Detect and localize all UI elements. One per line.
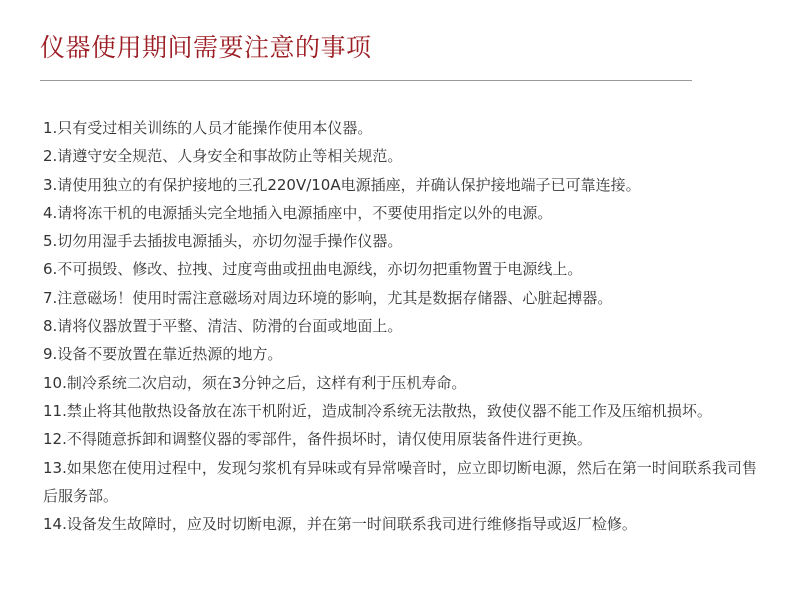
list-item: 8.请将仪器放置于平整、清洁、防滑的台面或地面上。	[43, 317, 403, 336]
title-divider	[40, 80, 692, 81]
list-item: 1.只有受过相关训练的人员才能操作使用本仪器。	[43, 119, 373, 137]
list-item: 3.请使用独立的有保护接地的三孔220V/10A电源插座，并确认保护接地端子已可靠连接。	[43, 175, 641, 194]
list-item: 9.设备不要放置在靠近热源的地方。	[43, 345, 283, 364]
page-title: 仪器使用期间需要注意的事项	[40, 33, 372, 62]
list-item: 4.请将冻干机的电源插头完全地插入电源插座中，不要使用指定以外的电源。	[43, 203, 553, 222]
list-item: 14.设备发生故障时，应及时切断电源，并在第一时间联系我司进行维修指导或返厂检修。	[43, 515, 637, 534]
list-item: 2.请遵守安全规范、人身安全和事故防止等相关规范。	[43, 147, 403, 166]
list-item: 12.不得随意拆卸和调整仪器的零部件，备件损坏时，请仅使用原装备件进行更换。	[43, 430, 592, 449]
list-item: 6.不可损毁、修改、拉拽、过度弯曲或扭曲电源线，亦切勿把重物置于电源线上。	[43, 260, 583, 279]
precautions-list	[43, 114, 758, 538]
list-item: 7.注意磁场！使用时需注意磁场对周边环境的影响，尤其是数据存储器、心脏起搏器。	[43, 288, 613, 307]
list-item: 5.切勿用湿手去插拔电源插头，亦切勿湿手操作仪器。	[43, 232, 403, 251]
list-item: 11.禁止将其他散热设备放在冻干机附近，造成制冷系统无法散热，致使仪器不能工作及压缩机损坏。	[43, 401, 712, 420]
list-item: 13.如果您在使用过程中，发现匀浆机有异味或有异常噪音时，应立即切断电源，然后在第一时间联系我司售后服务部。	[43, 458, 757, 505]
list-item: 10.制冷系统二次启动，须在3分钟之后，这样有利于压机寿命。	[43, 373, 467, 392]
